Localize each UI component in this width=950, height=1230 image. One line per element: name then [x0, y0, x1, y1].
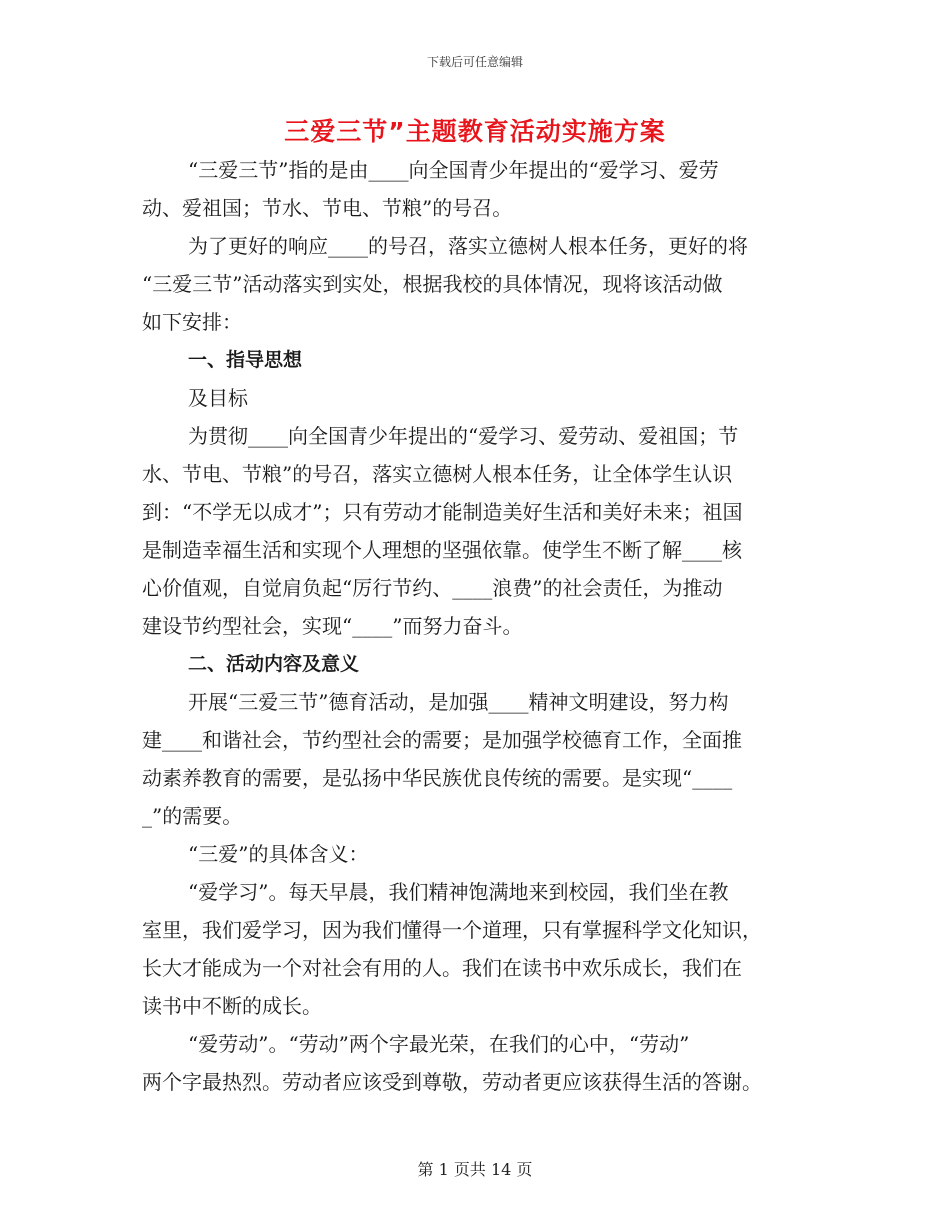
- body-line: “三爱三节”指的是由____向全国青少年提出的“爱学习、爱劳: [188, 158, 719, 182]
- body-line: 室里，我们爱学习，因为我们懂得一个道理，只有掌握科学文化知识，: [142, 918, 762, 942]
- body-line: “三爱”的具体含义：: [188, 842, 369, 866]
- body-line: 读书中不断的成长。: [142, 994, 322, 1018]
- body-line: 如下安排：: [142, 310, 242, 334]
- body-line: _”的需要。: [142, 804, 243, 828]
- page-header-note: 下载后可任意编辑: [426, 55, 523, 69]
- body-line: 长大才能成为一个对社会有用的人。我们在读书中欢乐成长，我们在: [142, 956, 742, 980]
- body-line: 为了更好的响应____的号召，落实立德树人根本任务，更好的将: [188, 234, 748, 258]
- body-line: 为贯彻____向全国青少年提出的“爱学习、爱劳动、爱祖国；节: [188, 424, 739, 448]
- body-line: “三爱三节”活动落实到实处，根据我校的具体情况，现将该活动做: [142, 272, 723, 296]
- section-heading: 二、活动内容及意义: [188, 653, 360, 675]
- body-line: 是制造幸福生活和实现个人理想的坚强依靠。使学生不断了解____核: [142, 538, 742, 562]
- body-line: 开展“三爱三节”德育活动，是加强____精神文明建设，努力构: [188, 690, 729, 714]
- body-line: 水、节电、节粮”的号召，落实立德树人根本任务，让全体学生认识: [142, 462, 733, 486]
- body-line: 动、爱祖国；节水、节电、节粮”的号召。: [142, 196, 513, 220]
- section-heading: 一、指导思想: [188, 349, 303, 371]
- body-line: “爱学习”。每天早晨，我们精神饱满地来到校园，我们坐在教: [188, 880, 729, 904]
- body-line: 建____和谐社会，节约型社会的需要；是加强学校德育工作，全面推: [142, 728, 742, 752]
- page-footer: 第 1 页共 14 页: [417, 1160, 533, 1179]
- body-line: 心价值观，自觉肩负起“厉行节约、____浪费”的社会责任，为推动: [142, 576, 723, 600]
- body-line: 建设节约型社会，实现“____”而努力奋斗。: [142, 614, 523, 638]
- body-line: 到：“不学无以成才”；只有劳动才能制造美好生活和美好未来；祖国: [142, 500, 743, 524]
- body-line: 动素养教育的需要，是弘扬中华民族优良传统的需要。是实现“____: [142, 766, 733, 790]
- document-title: 三爱三节”主题教育活动实施方案: [284, 117, 666, 146]
- body-line: 及目标: [188, 386, 248, 410]
- document-body: [142, 151, 808, 1101]
- body-line: 两个字最热烈。劳动者应该受到尊敬，劳动者更应该获得生活的答谢。: [142, 1070, 762, 1094]
- body-line: “爱劳动”。“劳动”两个字最光荣，在我们的心中，“劳动”: [188, 1032, 690, 1056]
